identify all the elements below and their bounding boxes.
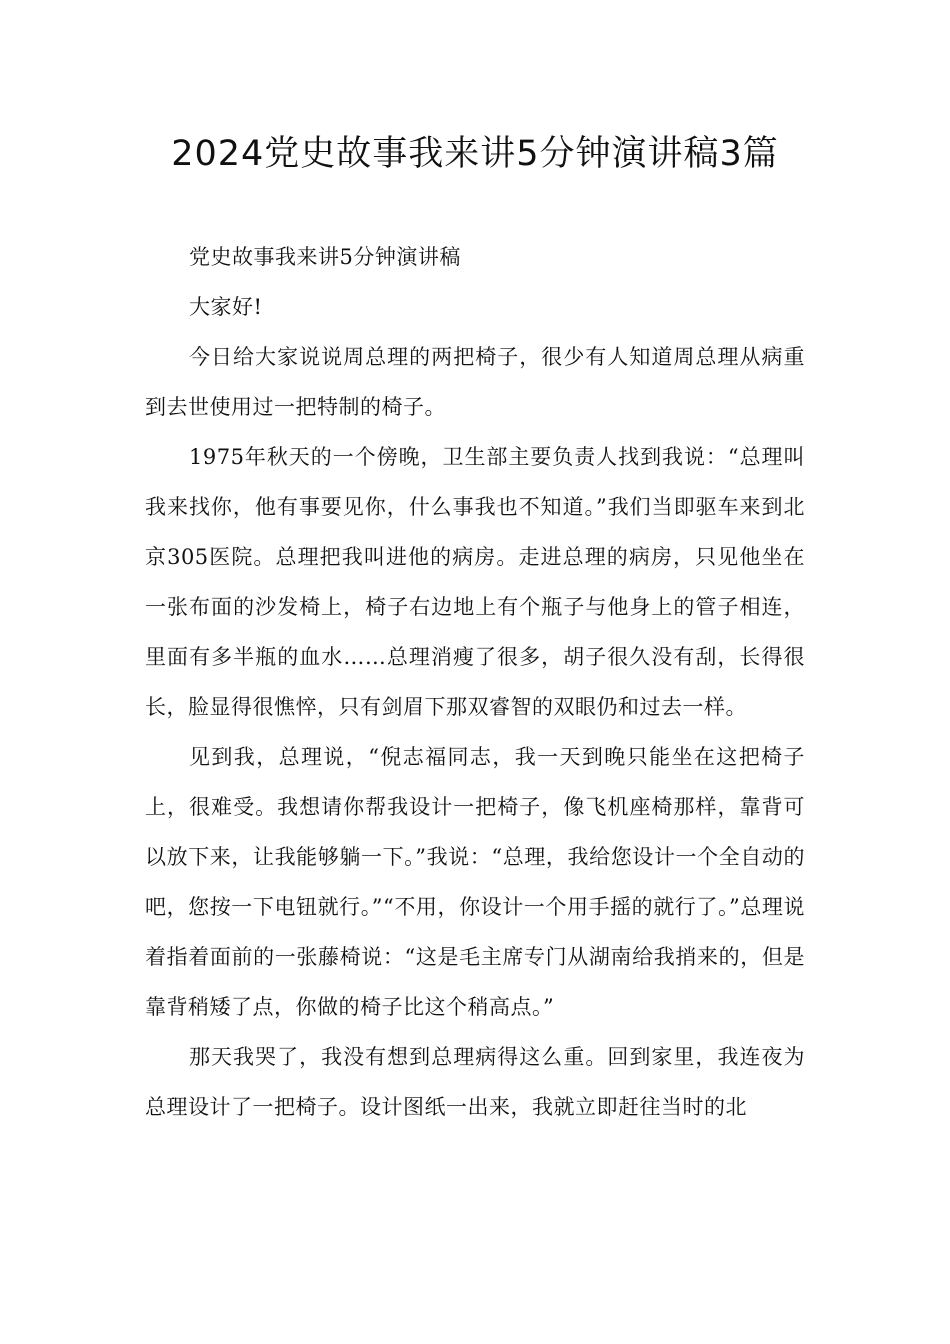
- document-body: [145, 232, 805, 1132]
- body-paragraph: 今日给大家说说周总理的两把椅子，很少有人知道周总理从病重到去世使用过一把特制的椅子。: [145, 345, 805, 419]
- subtitle-paragraph: 党史故事我来讲5分钟演讲稿: [189, 245, 461, 269]
- document-title: 2024党史故事我来讲5分钟演讲稿3篇: [171, 134, 779, 174]
- body-paragraph: 那天我哭了，我没有想到总理病得这么重。回到家里，我连夜为总理设计了一把椅子。设计图纸一出来，我就立即赶往当时的北: [145, 1045, 805, 1119]
- body-paragraph: 1975年秋天的一个傍晚，卫生部主要负责人找到我说：“总理叫我来找你，他有事要见你，什么事我也不知道。”我们当即驱车来到北京305医院。总理把我叫进他的病房。走进总理的病房，只见他坐在一张布面的沙发椅上，椅子右边地上有个瓶子与他身上的管子相连，里面有多半瓶的血水……总理消瘦了很多，胡子很久没有刮，长得很长，脸显得很憔悴，只有剑眉下那双睿智的双眼仍和过去一样。: [145, 445, 805, 719]
- greeting-paragraph: 大家好!: [189, 295, 263, 319]
- body-paragraph: 见到我，总理说，“倪志福同志，我一天到晚只能坐在这把椅子上，很难受。我想请你帮我设计一把椅子，像飞机座椅那样，靠背可以放下来，让我能够躺一下。”我说：“总理，我给您设计一个全自动的吧，您按一下电钮就行。”“不用，你设计一个用手摇的就行了。”总理说着指着面前的一张藤椅说：“这是毛主席专门从湖南给我捎来的，但是靠背稍矮了点，你做的椅子比这个稍高点。”: [145, 745, 805, 1019]
